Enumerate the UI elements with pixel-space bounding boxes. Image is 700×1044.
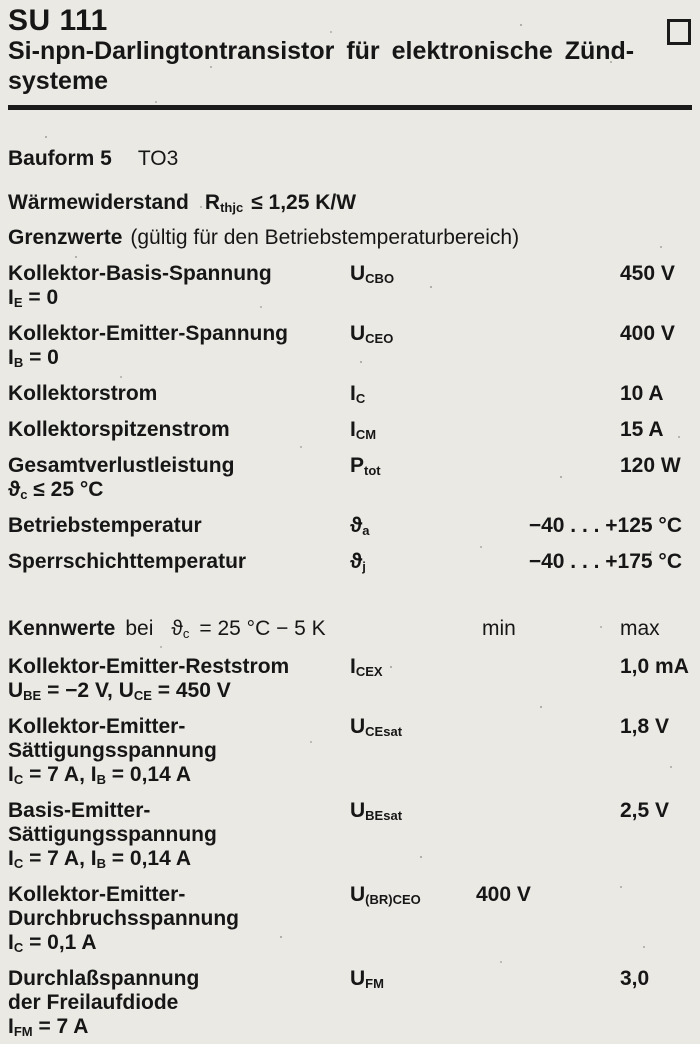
spec-label xyxy=(8,967,350,1044)
spec-label-line: Sperrschichttemperatur xyxy=(8,550,247,573)
spec-row xyxy=(8,967,692,1044)
spec-label-line: Betriebstemperatur xyxy=(8,514,202,537)
thermal-symbol: $R_{thjc}$ xyxy=(204,191,244,215)
spec-label xyxy=(8,799,350,876)
subscript: a xyxy=(362,523,370,538)
spec-symbol: $ϑ_a$ xyxy=(350,514,370,538)
subscript: B xyxy=(96,772,106,787)
spec-label-line: Sättigungsspannung xyxy=(8,739,217,762)
spec-row xyxy=(8,382,692,411)
column-header-max: max xyxy=(620,617,660,640)
spec-value-max: 400 V xyxy=(620,322,675,345)
spec-row xyxy=(8,715,692,792)
spec-value-max: 1,0 mA xyxy=(620,655,689,678)
spec-label-line: $I_B = 0$ xyxy=(8,346,59,370)
thermal-resistance-line xyxy=(8,191,692,220)
spec-value-range: −40 . . . +175 °C xyxy=(528,550,682,573)
spec-row xyxy=(8,322,692,375)
package-type: TO3 xyxy=(137,147,179,170)
spec-label xyxy=(8,883,350,960)
kennwerte-cond-symbol: $ϑ_c$ xyxy=(171,617,190,641)
spec-label-line: $I_C = 7$ A, $I_B = 0,14$ A xyxy=(8,763,191,787)
spec-label-line: Kollektor-Basis-Spannung xyxy=(8,262,272,285)
spec-value-max: 1,8 V xyxy=(620,715,670,738)
subscript: C xyxy=(13,772,24,787)
spec-label-line: $I_{FM} = 7$ A xyxy=(8,1015,89,1039)
subscript: C xyxy=(355,391,366,406)
subscript: CE xyxy=(133,688,152,703)
spec-label-line: $I_E = 0$ xyxy=(8,286,59,310)
spec-value-min: 400 V xyxy=(476,883,531,906)
spec-label-line: Gesamtverlustleistung xyxy=(8,454,235,477)
package-label: Bauform 5 xyxy=(8,147,112,170)
subscript: C xyxy=(13,940,24,955)
package-line xyxy=(8,147,692,171)
spec-value-max: 10 A xyxy=(620,382,664,405)
subscript: tot xyxy=(364,463,381,478)
part-description-line2: systeme xyxy=(8,67,109,95)
thermal-value: ≤ 1,25 K/W xyxy=(251,191,357,214)
spec-label-line: Durchlaßspannung xyxy=(8,967,200,990)
spec-symbol: $U_{BEsat}$ xyxy=(350,799,403,823)
spec-symbol: $I_C$ xyxy=(350,382,366,406)
spec-symbol: $P_{tot}$ xyxy=(350,454,381,478)
subscript: BE xyxy=(23,688,42,703)
spec-label xyxy=(8,454,350,507)
subscript: E xyxy=(13,295,23,310)
spec-symbol: $ϑ_j$ xyxy=(350,550,366,574)
subscript: FM xyxy=(365,976,384,991)
spec-symbol: $U_{CBO}$ xyxy=(350,262,395,286)
spec-row xyxy=(8,655,692,708)
subscript: (BR)CEO xyxy=(365,892,421,907)
kennwerte-heading-row xyxy=(8,617,692,646)
spec-row xyxy=(8,799,692,876)
grenzwerte-table xyxy=(8,262,692,579)
spec-symbol: $U_{FM}$ xyxy=(350,967,384,991)
spec-label-line: $I_C = 7$ A, $I_B = 0,14$ A xyxy=(8,847,191,871)
column-header-min: min xyxy=(482,617,516,640)
header-divider xyxy=(8,105,692,110)
grenzwerte-note: (gültig für den Betriebstemperaturbereich) xyxy=(130,226,520,249)
subscript: CBO xyxy=(365,271,395,286)
spec-value-max: 450 V xyxy=(620,262,675,285)
subscript: CEsat xyxy=(365,724,403,739)
spec-symbol: $U_{(BR)CEO}$ xyxy=(350,883,421,907)
spec-row xyxy=(8,454,692,507)
spec-row xyxy=(8,262,692,315)
spec-symbol: $I_{CM}$ xyxy=(350,418,377,442)
subscript: c xyxy=(20,487,28,502)
grenzwerte-title: Grenzwerte xyxy=(8,226,123,249)
datasheet-page xyxy=(0,4,700,1039)
scan-noise xyxy=(0,6,2,8)
subscript: BEsat xyxy=(365,808,403,823)
subscript: CEO xyxy=(365,331,394,346)
spec-label-line: Kollektor-Emitter-Reststrom xyxy=(8,655,290,678)
kennwerte-title: Kennwerte xyxy=(8,617,116,640)
subscript: C xyxy=(13,856,24,871)
spec-row xyxy=(8,418,692,447)
subscript: FM xyxy=(13,1024,33,1039)
spec-symbol: $I_{CEX}$ xyxy=(350,655,383,679)
spec-symbol: $U_{CEO}$ xyxy=(350,322,394,346)
spec-label-line: Kollektor-Emitter-Spannung xyxy=(8,322,289,345)
spec-symbol: $U_{CEsat}$ xyxy=(350,715,403,739)
spec-label xyxy=(8,382,350,406)
spec-label-line: Kollektor-Emitter- xyxy=(8,883,186,906)
spec-label-line: $U_{BE} = -2$ V, $U_{CE} = 450$ V xyxy=(8,679,231,703)
kennwerte-cond-rest: = 25 °C − 5 K xyxy=(199,617,326,640)
spec-label-line: Kollektorspitzenstrom xyxy=(8,418,230,441)
spec-label-line: Sättigungsspannung xyxy=(8,823,217,846)
spec-label xyxy=(8,715,350,792)
kennwerte-table xyxy=(8,655,692,1044)
kennwerte-heading xyxy=(8,617,476,646)
part-description-line1: Si-npn-Darlingtontransistor für elektronische Zünd- xyxy=(8,37,635,65)
subscript: j xyxy=(362,559,366,574)
spec-value-max: 2,5 V xyxy=(620,799,670,822)
spec-label-line: Kollektorstrom xyxy=(8,382,158,405)
spec-row xyxy=(8,514,692,543)
spec-value-max: 3,0 xyxy=(620,967,650,990)
kennwerte-cond-bei: bei xyxy=(125,617,154,640)
spec-label-line: Basis-Emitter- xyxy=(8,799,151,822)
spec-label-line: Kollektor-Emitter- xyxy=(8,715,186,738)
spec-label xyxy=(8,514,350,538)
spec-label-line: Durchbruchsspannung xyxy=(8,907,240,930)
part-number: SU 111 xyxy=(8,4,108,37)
spec-value-range: −40 . . . +125 °C xyxy=(528,514,682,537)
spec-label xyxy=(8,262,350,315)
spec-label-line: $ϑ_c \le 25$ °C xyxy=(8,478,104,502)
spec-value-max: 120 W xyxy=(620,454,681,477)
subscript: B xyxy=(13,355,24,370)
spec-label xyxy=(8,322,350,375)
spec-label xyxy=(8,655,350,708)
grenzwerte-heading xyxy=(8,226,692,250)
spec-row xyxy=(8,883,692,960)
subscript: CM xyxy=(355,427,377,442)
spec-row xyxy=(8,550,692,579)
spec-label xyxy=(8,418,350,442)
spec-value-max: 15 A xyxy=(620,418,664,441)
subscript: CEX xyxy=(355,664,383,679)
spec-label xyxy=(8,550,350,574)
spec-label-line: $I_C = 0,1$ A xyxy=(8,931,97,955)
subscript: B xyxy=(96,856,106,871)
corner-square-icon xyxy=(667,19,691,45)
spec-label-line: der Freilaufdiode xyxy=(8,991,179,1014)
thermal-label: Wärmewiderstand xyxy=(8,191,189,214)
